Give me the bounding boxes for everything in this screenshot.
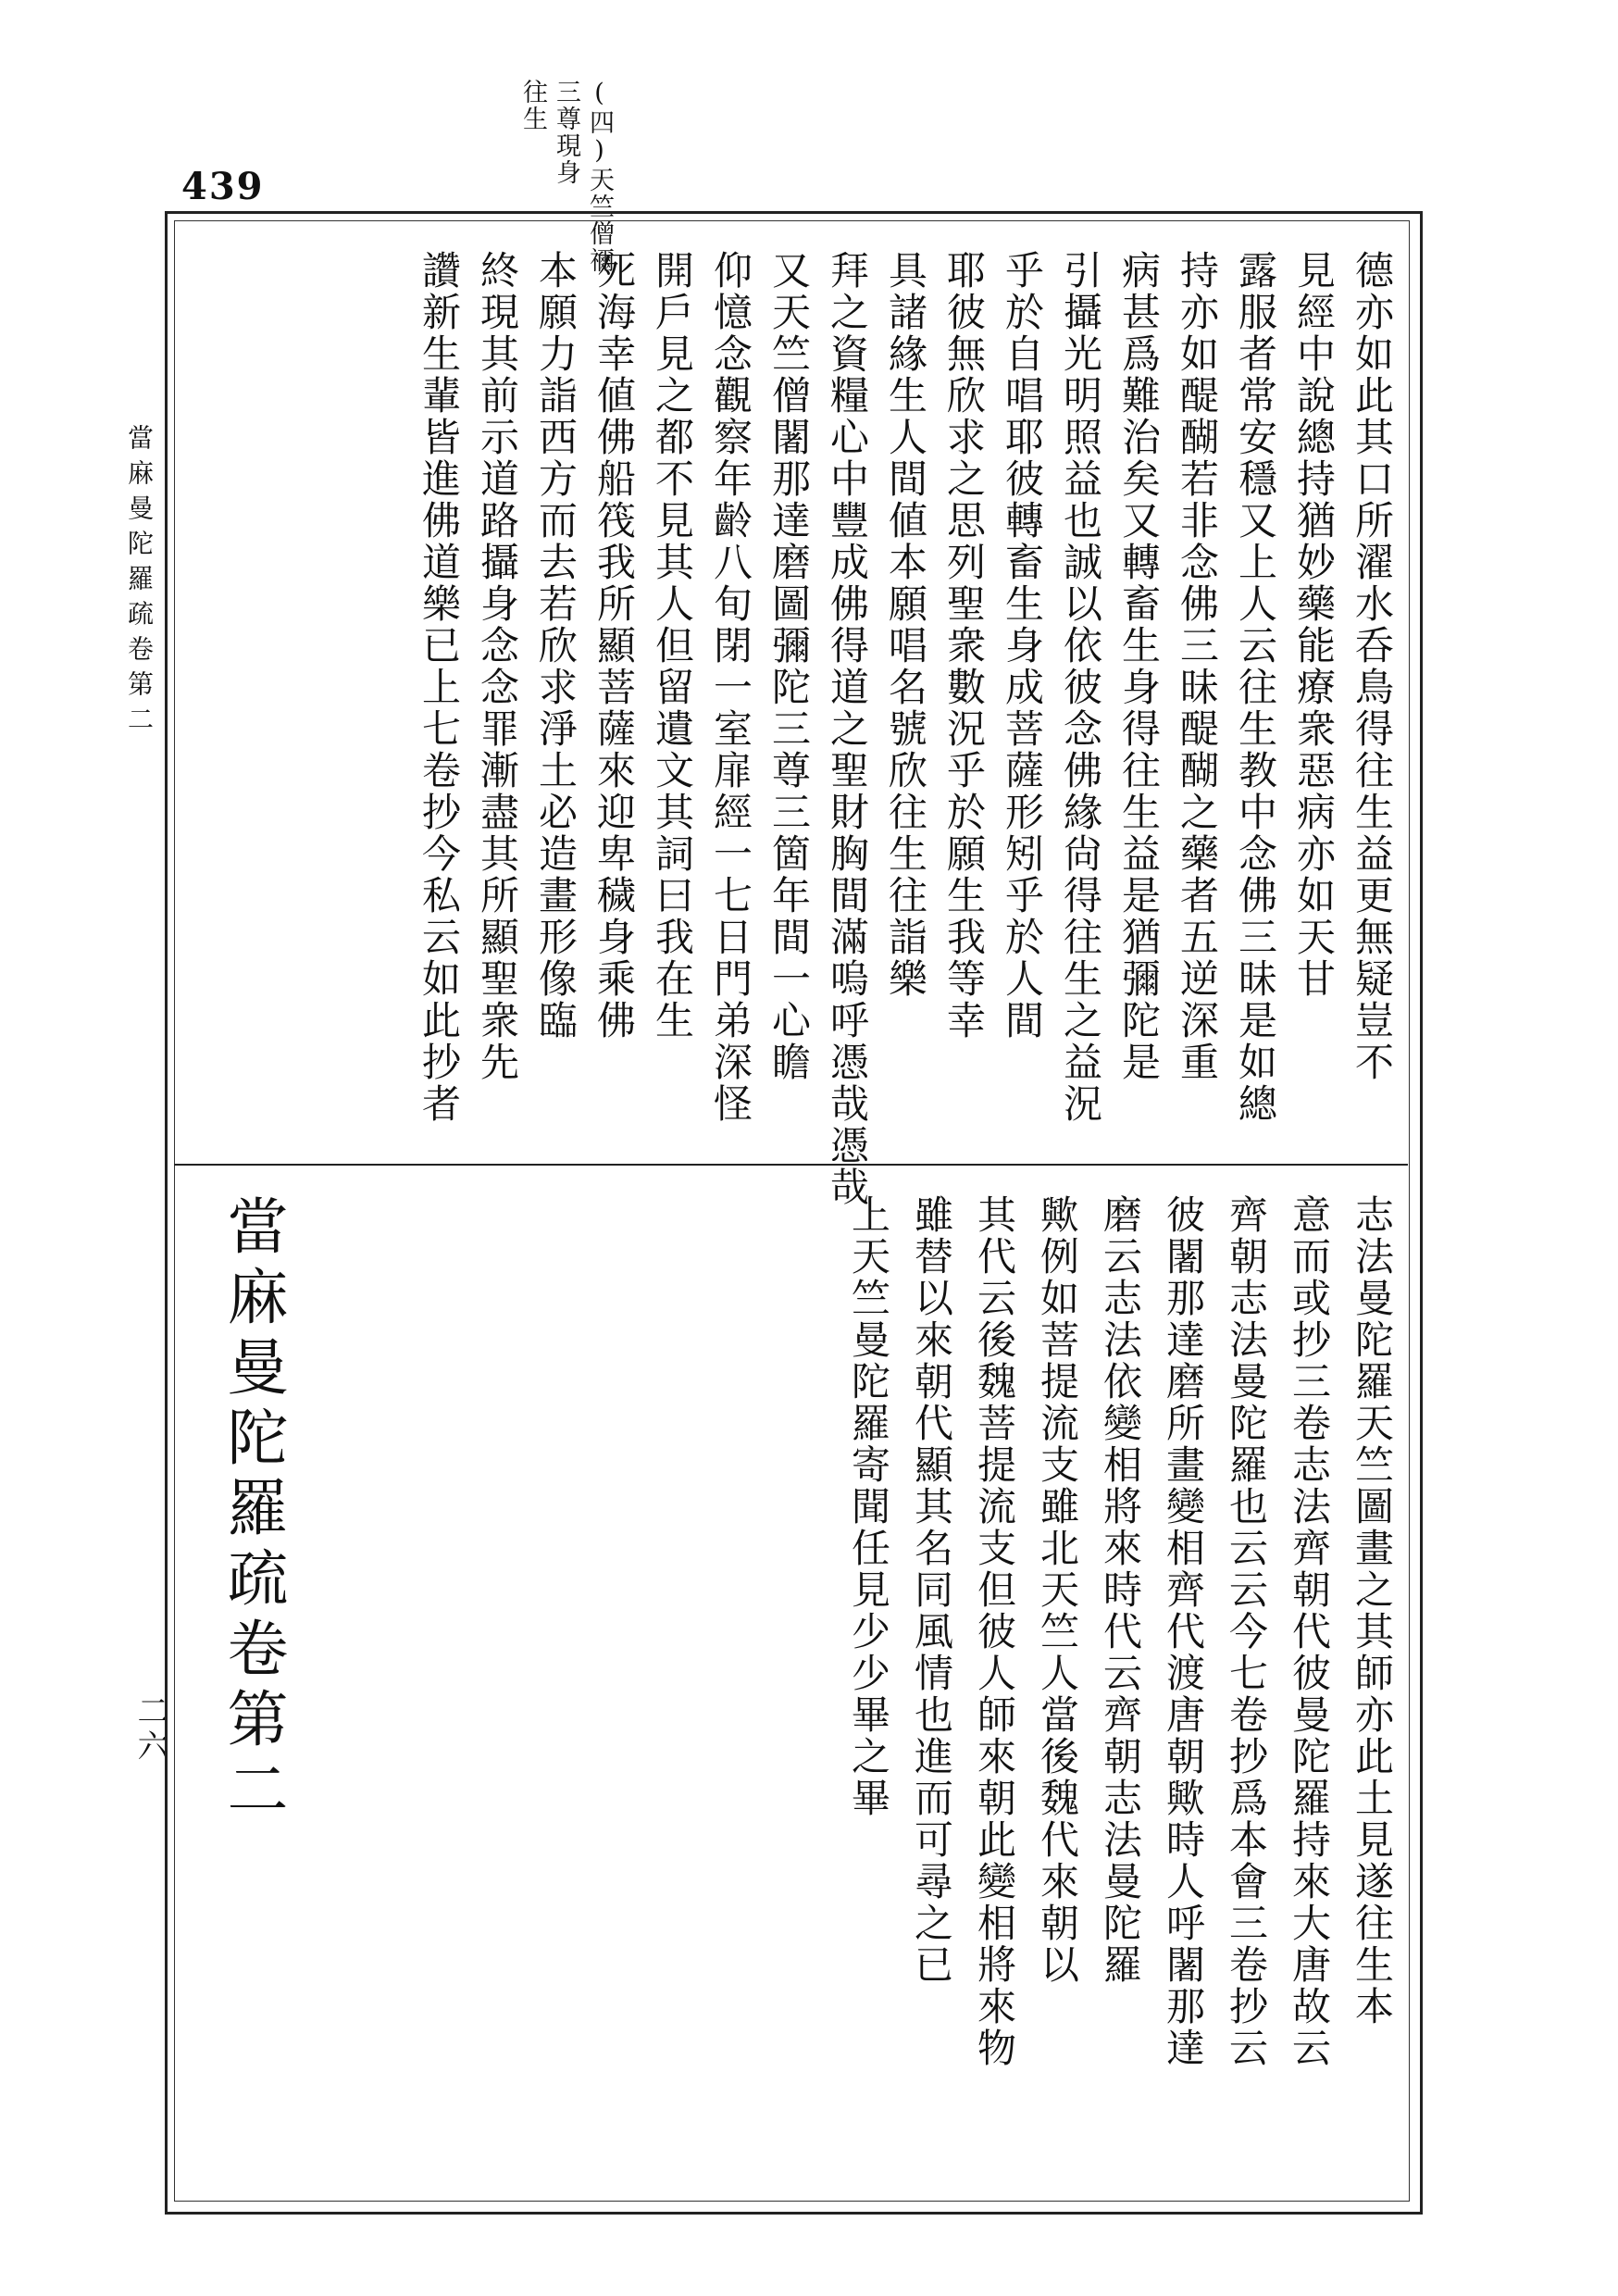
header-line: 三尊現身 — [552, 79, 580, 186]
header-line: 往生 — [518, 79, 547, 132]
folio-number: 二六 — [131, 1694, 168, 1765]
text-column: 彼闍那達磨所畫變相齊代渡唐朝歟時人呼闍那達 — [1161, 1194, 1206, 2069]
text-column: 又天竺僧闍那達磨圖彌陀三尊三箇年間一心瞻 — [766, 250, 812, 1083]
text-column: 德亦如此其口所濯水呑鳥得往生益更無疑豈不 — [1350, 250, 1395, 1083]
section-header — [518, 79, 614, 274]
book-title: 當麻曼陀羅疏卷第二 — [217, 1194, 288, 1828]
text-column: 雖替以來朝代顯其名同風情也進而可尋之已 — [909, 1194, 954, 1986]
text-column: 讚新生輩皆進佛道樂已上七卷抄今私云如此抄者 — [417, 250, 462, 1125]
upper-text-block — [408, 250, 1400, 1208]
text-column: 見經中說總持猶妙藥能療衆惡病亦如天甘 — [1291, 250, 1337, 1000]
text-column: 志法曼陀羅天竺圖畫之其師亦此土見遂往生本 — [1350, 1194, 1395, 2028]
running-title: 當麻曼陀羅疏卷第二 — [124, 424, 155, 741]
text-column: 死海幸値佛船筏我所顯菩薩來迎卑穢身乘佛 — [591, 250, 637, 1042]
header-line: (四)天竺僧禰 — [585, 79, 614, 274]
text-column: 露服者常安穩又上人云往生教中念佛三昧是如總 — [1233, 250, 1278, 1125]
page-number: 439 — [181, 165, 265, 208]
text-column: 病甚爲難治矣又轉畜生身得往生益是猶彌陀是 — [1116, 250, 1162, 1083]
text-column: 具諸緣生人間値本願唱名號欣往生往詣樂 — [883, 250, 928, 1000]
text-column: 終現其前示道路攝身念念罪漸盡其所顯聖衆先 — [475, 250, 520, 1083]
text-column: 乎於自唱耶彼轉畜生身成菩薩形矧乎於人間 — [1000, 250, 1045, 1042]
text-column: 歟例如菩提流支雖北天竺人當後魏代來朝以 — [1035, 1194, 1080, 1986]
text-column: 上天竺曼陀羅寄聞任見少少畢之畢 — [846, 1194, 891, 1819]
text-column: 耶彼無欣求之思列聖衆數況乎於願生我等幸 — [941, 250, 987, 1042]
text-column: 開戶見之都不見其人但留遺文其詞曰我在生 — [650, 250, 695, 1042]
text-column: 本願力詣西方而去若欣求淨土必造畫形像臨 — [533, 250, 579, 1042]
lower-text-block — [833, 1194, 1400, 2157]
text-column: 意而或抄三卷志法齊朝代彼曼陀羅持來大唐故云 — [1287, 1194, 1332, 2069]
text-column: 引攝光明照益也誠以依彼念佛緣尙得往生之益況 — [1058, 250, 1103, 1125]
text-column: 拜之資糧心中豐成佛得道之聖財胸間滿嗚呼憑哉憑哉 — [825, 250, 870, 1208]
text-column: 其代云後魏菩提流支但彼人師來朝此變相將來物 — [972, 1194, 1017, 2069]
text-column: 持亦如醍醐若非念佛三昧醍醐之藥者五逆深重 — [1175, 250, 1220, 1083]
text-column: 磨云志法依變相將來時代云齊朝志法曼陀羅 — [1098, 1194, 1143, 1986]
text-column: 齊朝志法曼陀羅也云云今七卷抄爲本會三卷抄云 — [1224, 1194, 1269, 2069]
text-column: 仰憶念觀察年齡八旬閉一室扉經一七日門弟深怪 — [708, 250, 753, 1125]
section-divider — [174, 1164, 1408, 1166]
